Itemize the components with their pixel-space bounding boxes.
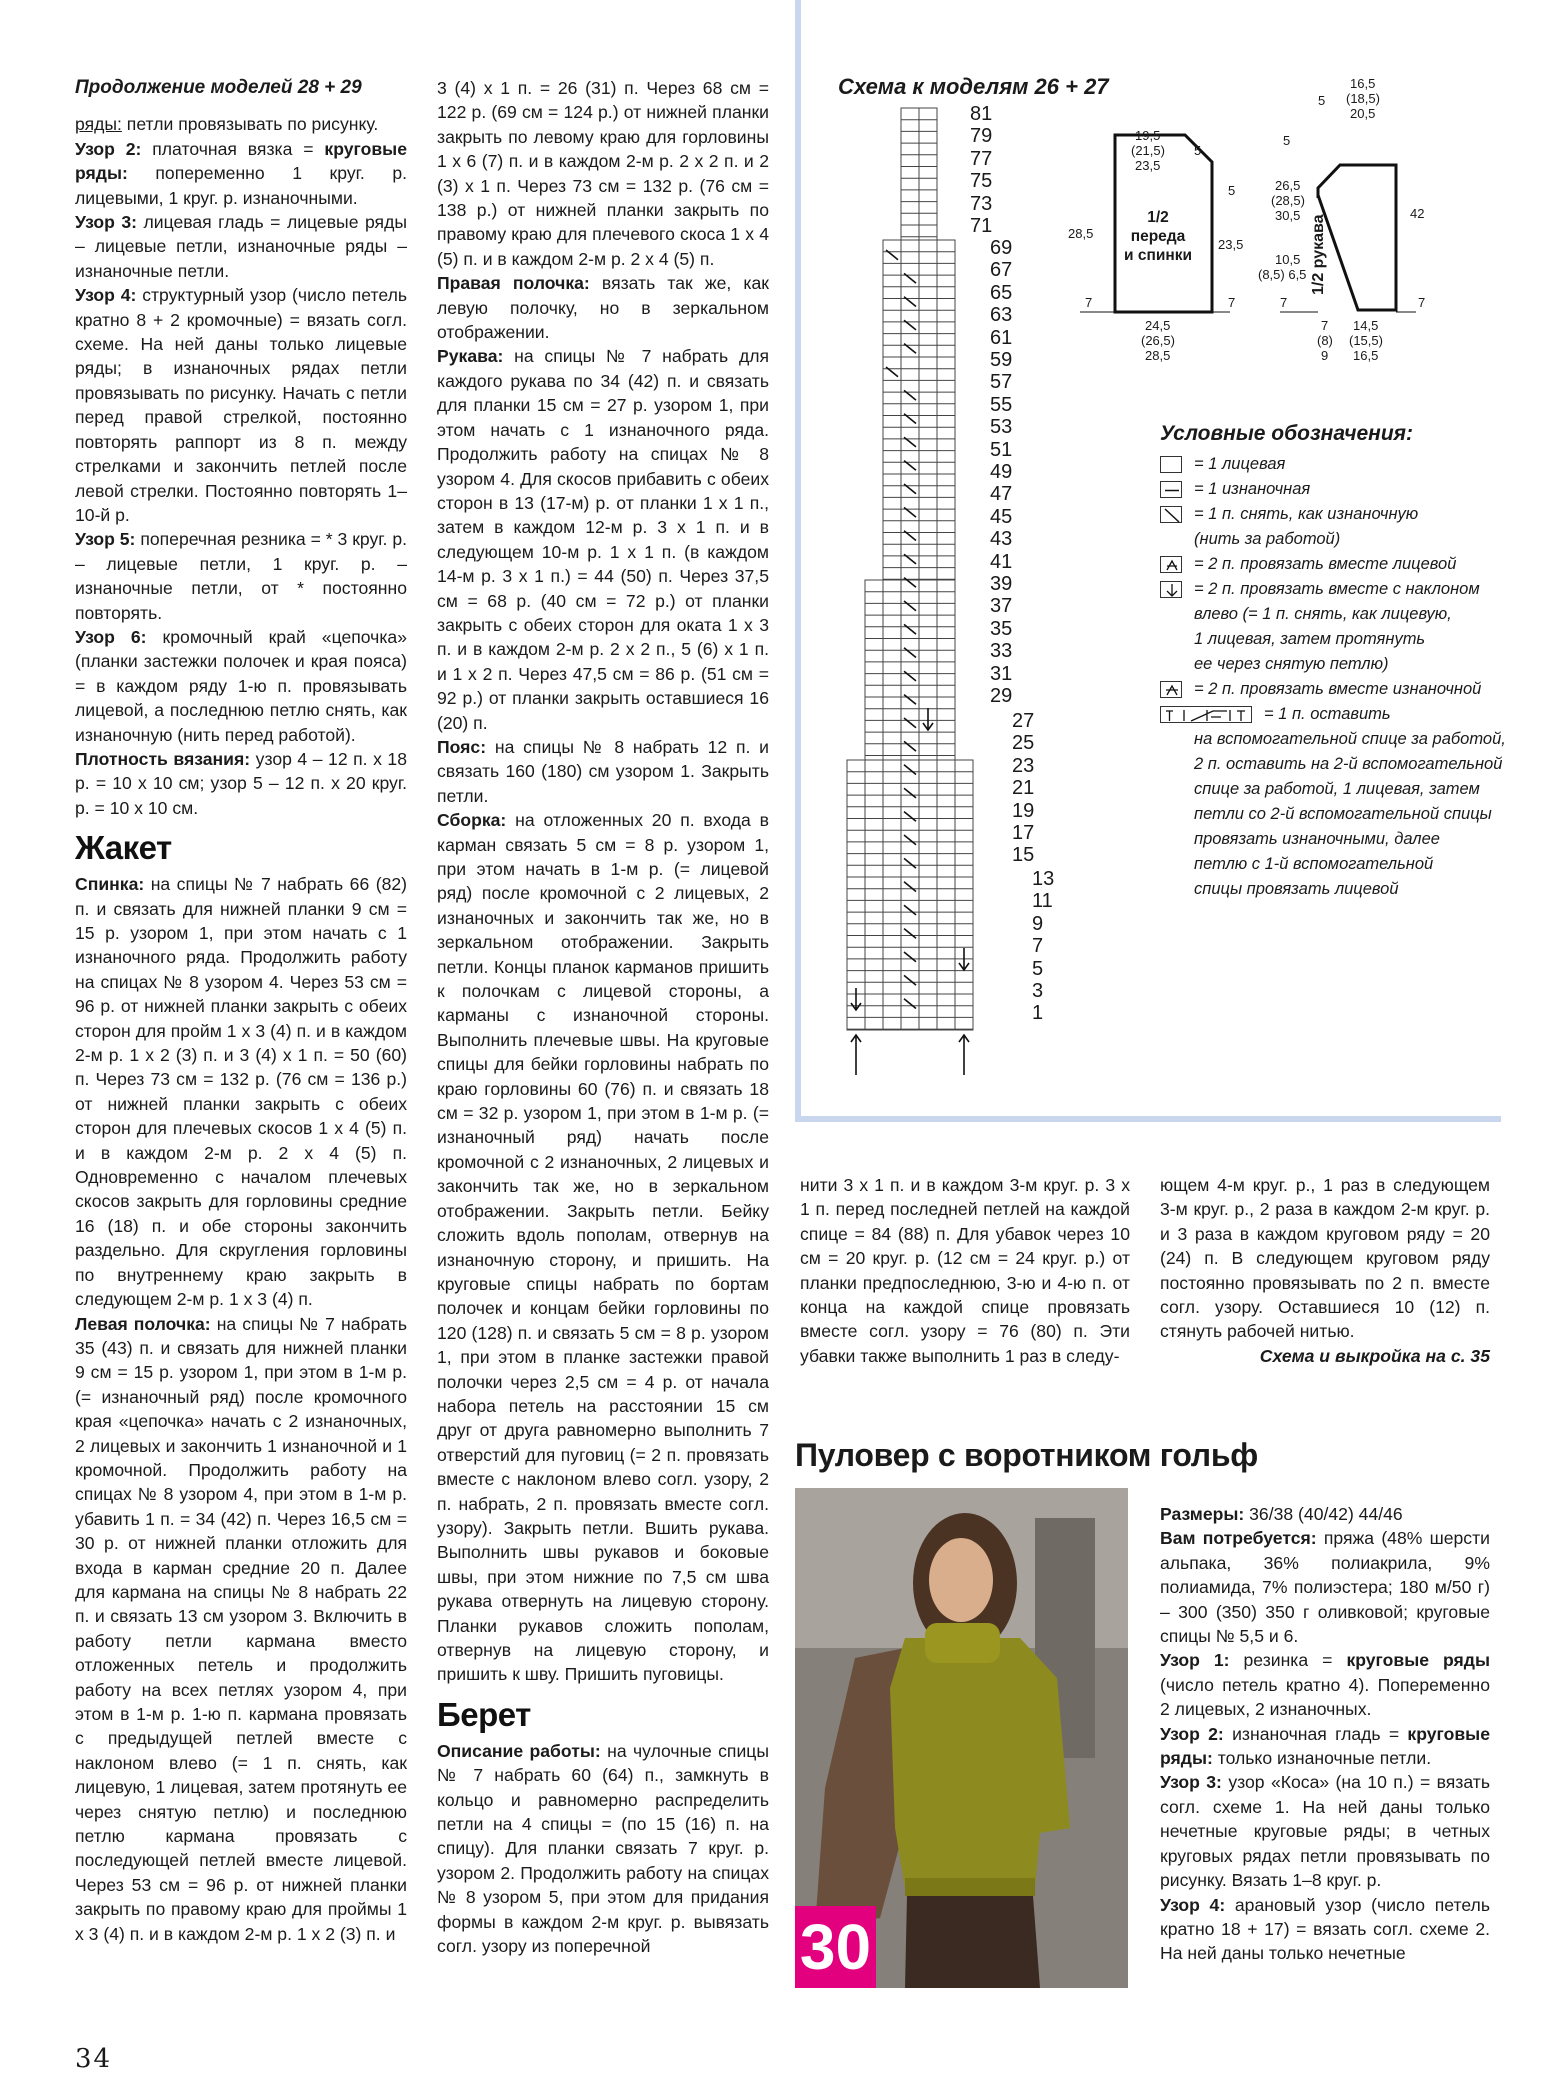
paragraph-uzor5: Узор 5: поперечная резника = * 3 круг. р. – лицевые петли, 1 круг. р. – изнаночные петли, от * постоянно повторять. [75,529,408,623]
arrow-mark [851,988,861,1010]
paragraph-sizes: Размеры: 36/38 (40/42) 44/46 [1160,1504,1403,1524]
page-number: 34 [75,2044,113,2074]
chart-row-label: 43 [990,528,1013,551]
base-arrow [959,1035,969,1075]
chart-row-label: 59 [990,349,1013,371]
paragraph-uzor2: Узор 2: платочная вязка = круговые ряды: попеременно 1 круг. р. лицевыми, 1 круг. р. изнаночными. [75,138,407,208]
slip-mark [904,812,916,822]
chart-row-label: 51 [990,438,1013,461]
pullover-title: Пуловер с воротником гольф [795,1437,1258,1473]
see-page-reference: Схема и выкройка на с. 35 [1259,1345,1490,1366]
chart-row-label: 9 [1032,912,1044,935]
column-2 [437,76,769,1958]
paragraph-pattern2: Узор 2: изнаночная гладь = круговые ряды: только изнаночные петли. [1160,1723,1490,1769]
paragraph-sleeves: Рукава: на спицы № 7 набрать для каждого рукава по 34 (42) п. и связать для планки 15 см = 27 р. узором 1, при этом начать с 1 изнаночного ряда. Продолжить работу на спицах № 8 узором 4. Для скосов прибавить с обеих сторон в 13 (17-м) р. от планки 1 х 1 п., затем в каждом 12-м р. 3 х 1 п. и в следующем 10-м р. 1 х 1 п. (в каждом 14-м р. 3 х 1 п.) = 44 (50) п. Через 37,5 см = 68 р. (40 см = 72 р.) от планки закрыть с обеих сторон для оката 1 х 3 п. и в каждом 2-м р. 2 х 2 п., 5 (6) х 1 п. и 1 х 2 п. Через 47,5 см = 86 р. (51 см = 92 р.) от планки закрыть оставшиеся 16 (20) п. [437,346,769,733]
purl-symbol-icon [1160,481,1182,498]
column-3 [800,1173,1130,1368]
slip-mark [904,648,916,658]
paragraph-uzor6: Узор 6: кромочный край «цепочка» (планки застежки полочек и края пояса) = в каждом ряду 1-ю п. провязывать лицевой, а последнюю петлю снять, как изнаночную (нить перед работой). [75,626,407,745]
paragraph-uzor3: Узор 3: лицевая гладь = лицевые ряды – лицевые петли, изнаночные ряды – изнаночные петли. [75,212,407,281]
chart-row-label: 79 [970,125,993,148]
chart-row-label: 35 [990,617,1013,640]
continuation-header: Продолжение моделей 28 + 29 [75,77,362,98]
front-back-label: 1/2 переда и спинки [1124,209,1192,264]
slip-symbol-icon [1160,506,1182,523]
paragraph-pattern1: Узор 1: резинка = круговые ряды (число петель кратно 4). Попеременно 2 лицевых, 2 изнаночных. [1160,1650,1490,1720]
model-photo [795,1488,1128,1988]
slip-mark [904,695,916,705]
chart-row-label: 17 [1012,822,1035,844]
slip-mark [904,882,916,892]
chart-row-label: 55 [990,393,1013,416]
slip-mark [904,929,916,939]
chart-row-label: 27 [1012,710,1035,732]
chart-row-label: 47 [990,483,1013,506]
legend-item-cable: = 1 п. оставить [1160,702,1500,727]
chart-row-label: 31 [990,662,1013,685]
chart-row-label: 45 [990,505,1013,528]
slip-mark [904,718,916,728]
slip-mark [904,741,916,751]
chart-row-label: 5 [1032,957,1044,980]
slip-mark [904,952,916,962]
chart-row-label: 81 [970,103,993,125]
paragraph-intro: ряды: петли провязывать по рисунку. [75,114,379,135]
chart-row-label: 41 [990,550,1013,573]
arrow-mark [923,708,933,730]
chart-row-label: 71 [970,215,993,237]
model-number-badge: 30 [795,1906,876,1988]
slip-mark [904,905,916,915]
chart-row-label: 21 [1012,777,1035,800]
legend-title: Условные обозначения: [1160,422,1414,445]
slip-mark [904,975,916,985]
slip-mark [904,601,916,611]
paragraph-beret-end: ющем 4-м круг. р., 1 раз в следующем 3-м круг. р., 2 раза в каждом 2-м круг. р. и 3 раза в каждом круговом ряду = 20 (24) п. В следующем круговом ряду постоянно провязывать по 2 п. вместе согл. узору. Оставшиеся 10 (12) п. стянуть рабочей нитью. [1160,1175,1490,1342]
knit-symbol-icon [1160,456,1182,473]
section-title-beret: Берет [437,1695,531,1733]
chart-row-label: 77 [970,147,993,170]
chart-row-label: 7 [1032,935,1044,958]
slip-mark [904,788,916,798]
paragraph-left-front: Левая полочка: на спицы № 7 набрать 35 (43) п. и связать для нижней планки 9 см = 15 р. узором 1, при этом в 1-м р. (= изнаночный ряд) после кромочного края «цепочка» начать с 2 изнаночных, 2 лицевых и закончить 1 изнаночной и 1 кромочной. Продолжить работу на спицах № 8 узором 4, при этом в 1-м р. убавить 1 п. = 34 (42) п. Через 16,5 см = 30 р. от нижней планки отложить для входа в карман средние 20 п. Далее для кармана на спицы № 8 набрать 22 п. и связать 13 см узором 3. Включить в работу петли кармана вместо отложенных петель и продолжить работу на всех петлях узором 4, при этом в 1-м р. 1-ю п. кармана провязать с предыдущей петлей вместе с наклоном влево (= 1 п. снять, как лицевую, 1 лицевая, затем протянуть ее через снятую петлю) и последнюю петлю кармана провязать с последующей петлей вместе лицевой. Через 53 см = 96 р. от нижней планки закрыть по правому краю для проймы 1 х 3 (4) п. и в каждом 2-м р. 1 х 2 (3) п. и [75,1313,407,1944]
chart-row-label: 11 [1032,890,1053,913]
chart-row-label: 49 [990,461,1013,483]
legend-item-purl: = 1 изнаночная [1160,477,1500,502]
column-pullover [1160,1502,1490,1966]
slip-mark [904,671,916,681]
slip-mark [904,835,916,845]
paragraph-right-front: Правая полочка: вязать так же, как левую полочку, но в зеркальном отображении. [437,273,769,343]
k2tog-symbol-icon [1160,556,1182,573]
chart-row-label: 75 [970,170,993,193]
legend-item-p2tog: = 2 п. провязать вместе изнаночной [1160,677,1500,702]
chart-segment [865,580,955,760]
p2tog-symbol-icon [1160,681,1182,698]
slip-mark [904,999,916,1009]
paragraph-back: Спинка: на спицы № 7 набрать 66 (82) п. и связать для нижней планки 9 см = 15 р. узором 1, при этом начать с 1 изнаночного ряда. Продолжить работу на спицах № 8 узором 4. Через 53 см = 96 р. от нижней планки закрыть с обеих сторон для пройм 1 х 3 (4) п. и в каждом 2-м р. 1 х 2 (3) п. и 3 (4) х 1 п. = 50 (60) п. Через 73 см = 132 р. (76 см = 136 р.) от нижней планки закрыть с обеих сторон для плечевых скосов 1 х 4 (5) п. и в каждом 2-м р. 2 х 4 (5) п. Одновременно с началом плечевых скосов закрыть для горловины средние 16 (18) п. и обе стороны закончить раздельно. Для скругления горловины по внутреннему краю закрыть в следующем 2-м р. 1 х 3 (4) п. [75,874,407,1310]
chart-row-label: 3 [1032,980,1044,1002]
cable-symbol-icon [1160,706,1252,723]
chart-row-label: 33 [990,640,1013,663]
chart-row-label: 65 [990,281,1013,304]
chart-row-label: 19 [1012,799,1035,822]
chart-row-label: 73 [970,192,993,215]
scheme-title: Схема к моделям 26 + 27 [838,74,1109,99]
column-4 [1160,1173,1490,1368]
sleeve-label: 1/2 рукава [1310,214,1327,295]
slip-mark [904,624,916,634]
chart-row-label: 53 [990,416,1013,439]
chart-row-label: 15 [1012,844,1035,867]
chart-row-label: 69 [990,237,1013,259]
chart-row-label: 13 [1032,868,1055,890]
column-1 [75,76,407,1946]
paragraph-density: Плотность вязания: узор 4 – 12 п. х 18 р. = 10 х 10 см; узор 5 – 12 п. х 20 круг. р. = 10 х 10 см. [75,748,407,818]
chart-segment [847,760,973,1030]
chart-row-label: 37 [990,595,1013,618]
slip-mark [904,765,916,775]
paragraph-beret-cont: нити 3 х 1 п. и в каждом 3-м круг. р. 3 х 1 п. перед последней петлей на каждой спице = 84 (88) п. Для убавок через 10 см = 20 круг. р. (12 см = 24 круг. р.) от планки предпоследнюю, 3-ю и 4-ю п. от конца на каждой спице провязать вместе согл. узору = 76 (80) п. Эти убавки также выполнить 1 раз в следу- [800,1175,1130,1366]
chart-row-label: 23 [1012,754,1035,777]
section-title-jacket: Жакет [75,829,172,867]
ssk-symbol-icon [1160,581,1182,598]
paragraph-pattern3: Узор 3: узор «Коса» (на 10 п.) = вязать согл. схеме 1. На ней даны только нечетные круговые ряды; в четных круговых рядах петли провязывать по рисунку. Вязать 1–8 круг. р. [1160,1772,1490,1891]
chart-row-label: 67 [990,259,1013,282]
chart-row-label: 25 [1012,732,1035,755]
chart-marks [851,250,969,1075]
legend-item-ssk: = 2 п. провязать вместе с наклоном [1160,577,1500,602]
legend: = 1 лицевая = 1 изнаночная = 1 п. снять, как изнаночную (нить за работой) = 2 п. провязать вместе лицевой = 2 п. провязать вместе с наклоном влево (= 1 п. снять, как лицевую, 1 лицевая, затем протянуть ее через снятую петлю) = 2 п. провязать вместе изнаночной = 1 п. оставить на вспомогательной спице за работой, 2 п. оставить на 2-й вспомогательной спице за работой, 1 лицевая, затем петли со 2-й вспомогательной спицы провязать изнаночными, далее петлю с 1-й вспомогательной спицы провязать лицевой [1160,452,1500,902]
paragraph-left-front-cont: 3 (4) х 1 п. = 26 (31) п. Через 68 см = 122 р. (69 см = 124 р.) от нижней планки закрыть по левому краю для горловины 1 х 6 (7) п. и в каждом 2-м р. 2 х 2 п. и 2 (3) х 1 п. Через 73 см = 132 р. (76 см = 138 р.) от нижней планки закрыть по правому краю для плечевого скоса 1 х 4 (5) п. и в каждом 2-м р. 2 х 4 (5) п. [437,78,769,269]
legend-item-knit: = 1 лицевая [1160,452,1500,477]
paragraph-uzor4: Узор 4: структурный узор (число петель кратно 8 + 2 кромочные) = вязать согл. схеме. На ней даны только лицевые ряды; в изнаночных рядах петли провязывать по рисунку. Начать с петли перед правой стрелкой, постоянно повторять раппорт из 8 п. между стрелками и закончить петлей после левой стрелки. Постоянно повторять 1–10-й р. [75,285,408,525]
legend-item-slip: = 1 п. снять, как изнаночную [1160,502,1500,527]
slip-mark [904,858,916,868]
legend-item-k2tog: = 2 п. провязать вместе лицевой [1160,552,1500,577]
chart-row-label: 57 [990,371,1013,394]
paragraph-materials: Вам потребуется: пряжа (48% шерсти альпака, 36% полиакрила, 9% полиамида, 7% полиэстера; 180 м/50 г) – 300 (350) 350 г оливковой; круговые спицы № 5,5 и 6. [1160,1528,1490,1647]
chart-row-label: 39 [990,573,1013,595]
paragraph-belt: Пояс: на спицы № 8 набрать 12 п. и связать 160 (180) см узором 1. Закрыть петли. [437,736,769,806]
paragraph-beret: Описание работы: на чулочные спицы № 7 набрать 60 (64) п., замкнуть в кольцо и равномерно распределить петли на 4 спицы = (по 15 (16) п. на спицу). Для планки связать 7 круг. р. узором 2. Продолжить работу на спицах № 8 узором 5, при этом для придания формы в каждом 2-м круг. р. вывязать согл. узору из поперечной [437,1740,769,1957]
chart-row-label: 29 [990,685,1013,707]
chart-row-label: 61 [990,326,1013,349]
chart-row-label: 1 [1032,1002,1044,1025]
paragraph-pattern4: Узор 4: арановый узор (число петель кратно 18 + 17) = вязать согл. схеме 2. На ней даны только нечетные [1160,1894,1490,1964]
chart-grid [847,108,973,1030]
base-arrow [851,1035,861,1075]
paragraph-assembly: Сборка: на отложенных 20 п. входа в карман связать 5 см = 8 р. узором 1, при этом начать в 1-м р. (= лицевой ряд) после кромочной с 2 лицевых, 2 изнаночных и закончить так же, но в зеркальном отображении. Закрыть петли. Концы планок карманов пришить к полочкам с лицевой стороны, а карманы с изнаночной стороны. Выполнить плечевые швы. На круговые спицы для бейки горловины набрать по краю горловины 60 (76) п. и связать 18 см = 32 р. узором 1, при этом в 1-м р. (= изнаночный ряд) начать после кромочной с 2 изнаночных, 2 лицевых и закончить так же, но в зеркальном отображении. Закрыть петли. Бейку сложить вдоль пополам, отвернув на изнаночную сторону, и пришить. На круговые спицы набрать по бортам полочек и концам бейки горловины по 120 (128) п. и связать 5 см = 8 р. узором 1, при этом в планке застежки правой полочки через 2,5 см = 4 р. от начала набора петель на расстоянии 15 см друг от друга равномерно выполнить 7 отверстий для пуговиц (= 2 п. провязать вместе с наклоном влево согл. узору, 2 п. набрать, 2 п. провязать вместе согл. узору). Закрыть петли. Вшить рукава. Выполнить швы рукавов и боковые швы, при этом нижние по 7,5 см шва рукава отвернуть на лицевую сторону. Планки рукавов сложить пополам, отвернув на лицевую сторону, и пришить к шву. Пришить пуговицы. [437,810,769,1685]
chart-row-label: 63 [990,304,1013,327]
